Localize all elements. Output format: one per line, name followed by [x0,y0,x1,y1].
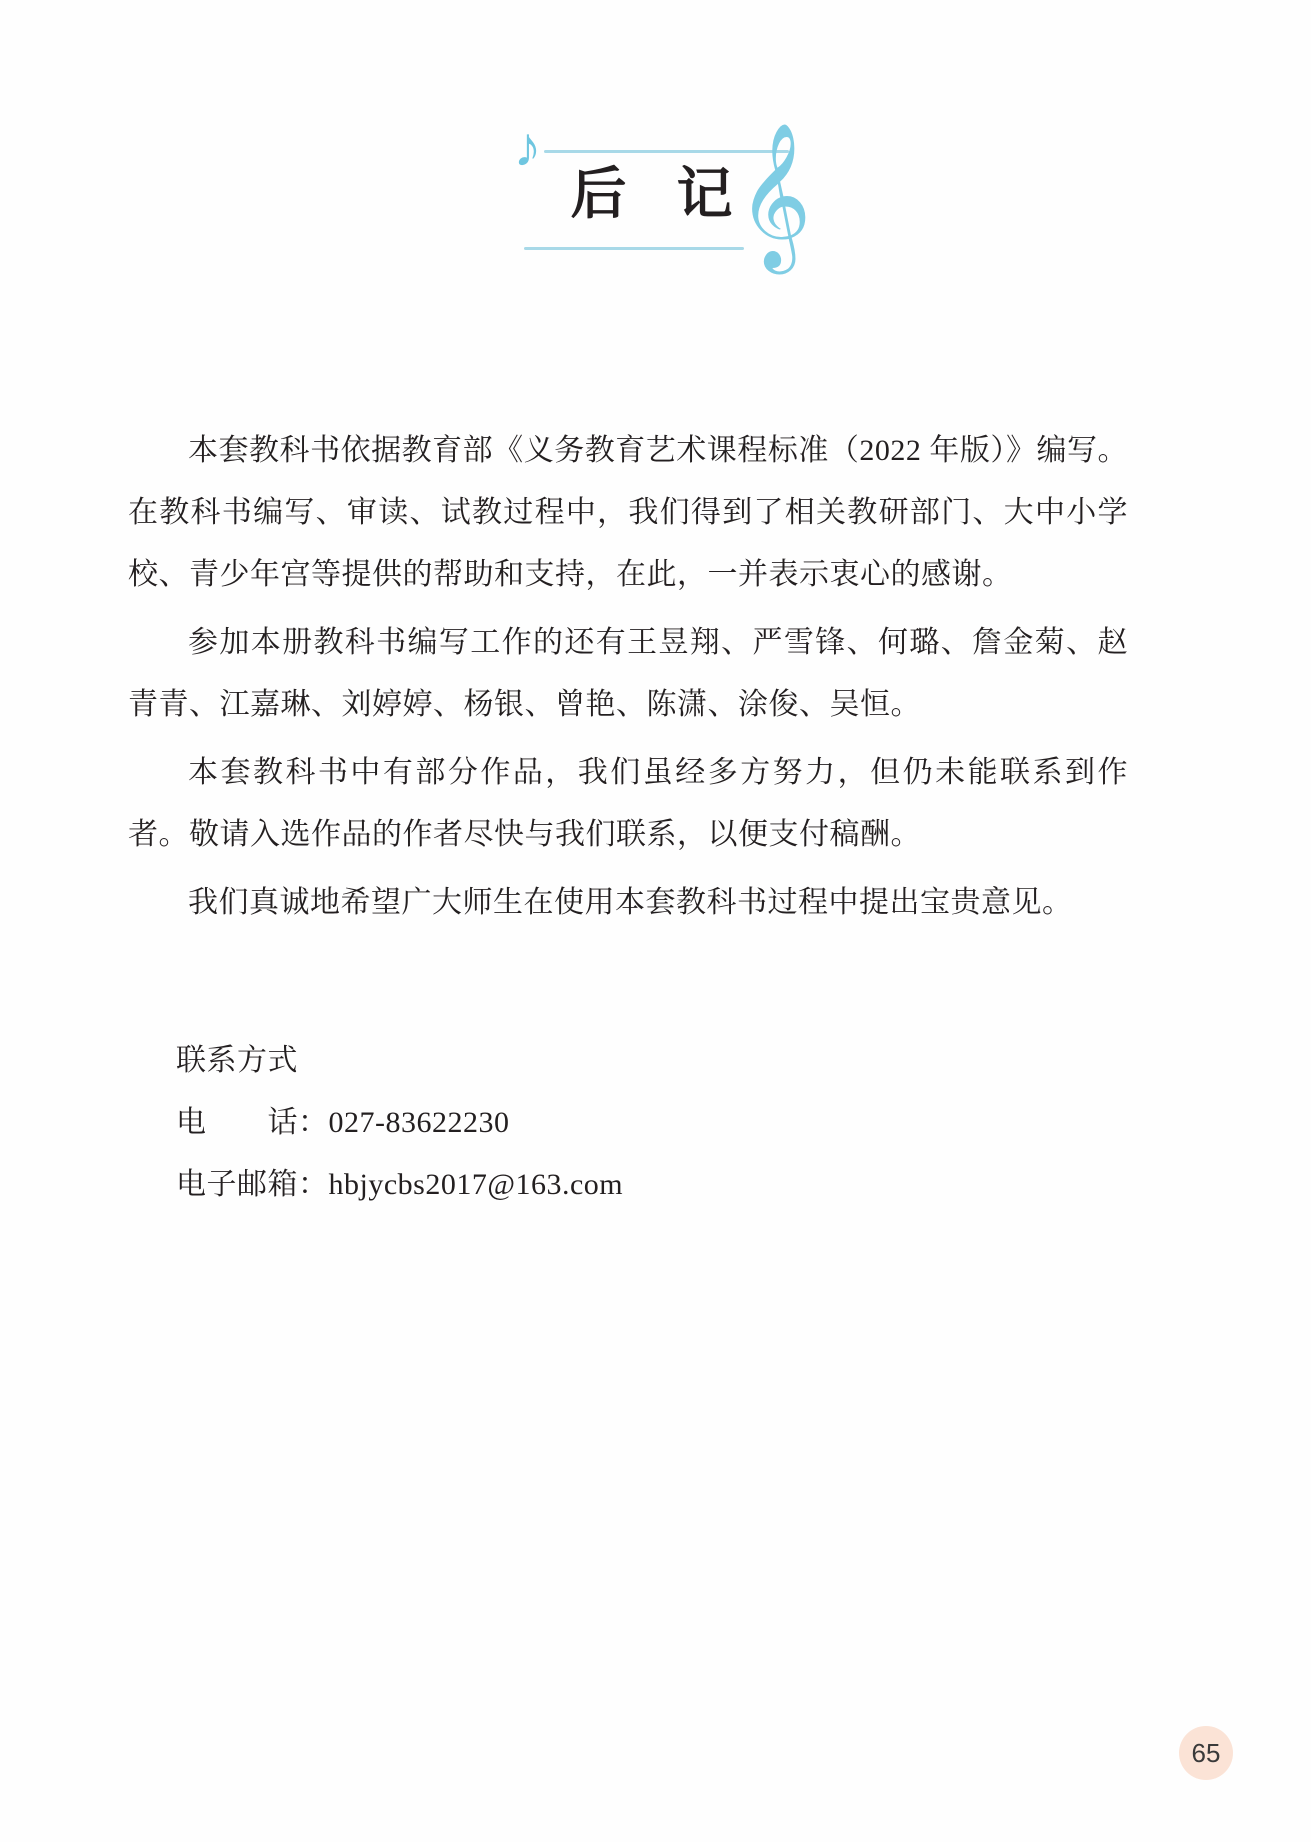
contact-heading: 联系方式 [176,1044,298,1077]
body-text [128,420,1128,940]
page-title: 后 记 [570,164,751,226]
paragraph: 我们真诚地希望广大师生在使用本套教科书过程中提出宝贵意见。 [188,886,1073,919]
treble-clef-icon: 𝄞 [737,127,812,266]
contact-section [128,1030,1128,1216]
paragraph: 本套教科书依据教育部《义务教育艺术课程标准（2022 年版）》编写。在教科书编写、审读、试教过程中，我们得到了相关教研部门、大中小学校、青少年宫等提供的帮助和支持，在此，一并表示衷心的感谢。 [128,434,1128,591]
title-rule-bottom [524,247,744,250]
title-decoration-group [506,117,812,270]
music-note-icon: ♪ [513,117,542,179]
paragraph: 参加本册教科书编写工作的还有王昱翔、严雪锋、何璐、詹金菊、赵青青、江嘉琳、刘婷婷、杨银、曾艳、陈潇、涂俊、吴恒。 [128,626,1128,721]
page-title-block [0,117,1311,270]
page-number: 65 [1179,1726,1233,1780]
contact-phone: 电 话：027-83622230 [176,1106,510,1139]
paragraph: 本套教科书中有部分作品，我们虽经多方努力，但仍未能联系到作者。敬请入选作品的作者尽快与我们联系，以便支付稿酬。 [128,756,1128,851]
contact-email: 电子邮箱：hbjycbs2017@163.com [176,1168,624,1201]
